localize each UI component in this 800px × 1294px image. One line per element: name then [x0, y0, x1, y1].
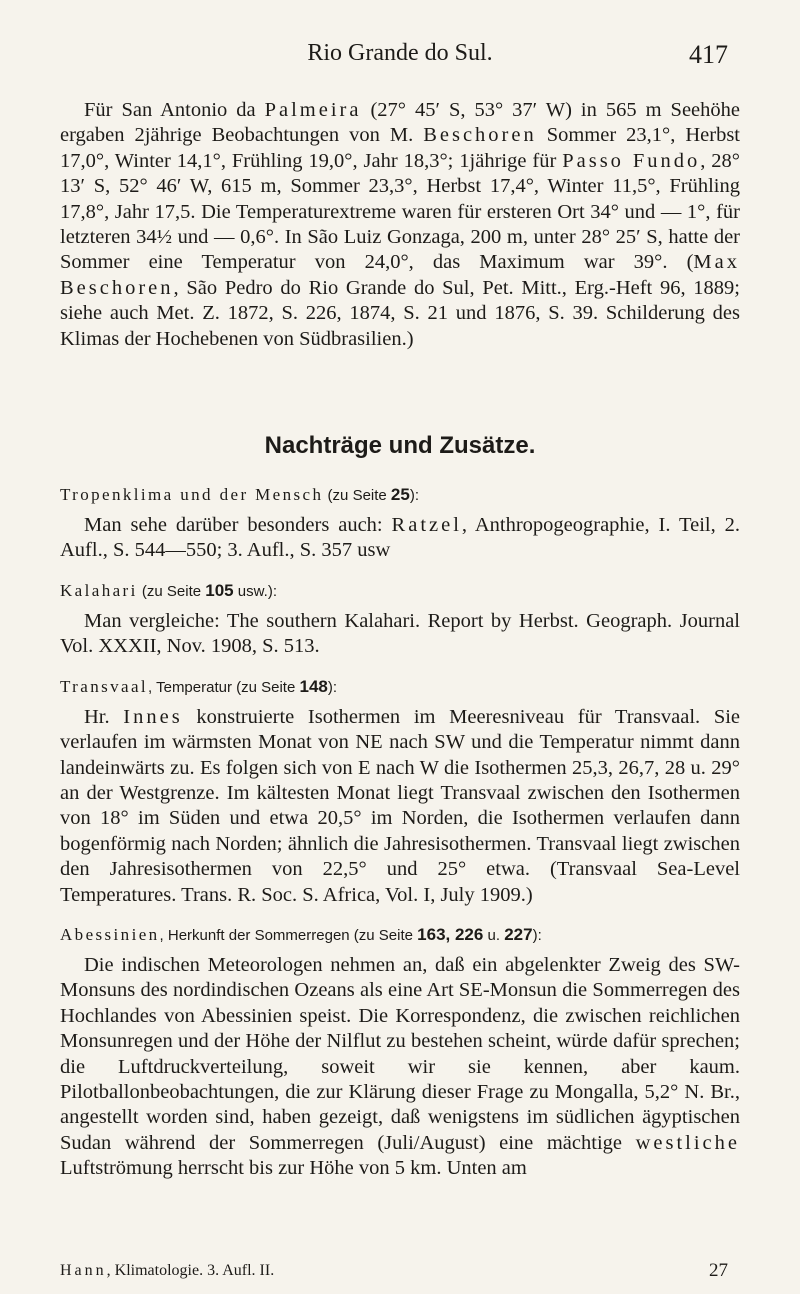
entry-heading-abessinien: [60, 924, 740, 947]
intro-text: Für San Antonio da: [84, 99, 265, 121]
entry-ref: , Temperatur (zu Seite: [148, 678, 300, 696]
entry-text: , Anthropogeographie, I. Teil, 2. Aufl., S. 544—550; 3. Aufl., S. 357 usw: [60, 514, 740, 562]
entry-text: Die indischen Meteorologen nehmen an, daß ein abgelenkter Zweig des SW-Monsuns des nordindischen Ozeans als eine Art SE-Monsun die Sommerregen des Hochlandes von Abessinien speist. Die Korrespondenz, die zwischen reichlichen Monsunregen und der Höhe der Nilflut zu bestehen scheint, würde dafür sprechen; die Luftdruckverteilung, soweit wir sie kennen, aber kaum. Pilotballonbeobachtungen, die zur Klärung dieser Frage zu Mongalla, 5,2° N. Br., angestellt worden sind, haben gezeigt, daß wenigstens im südlichen ägyptischen Sudan während der Sommerregen (Juli/August) eine mächtige: [60, 953, 740, 1154]
intro-paragraph: [60, 98, 740, 352]
intro-text: , 28° 13′ S, 52° 46′ W, 615 m, Sommer 23,3°, Herbst 17,4°, Winter 11,5°, Frühling 17,8°, Jahr 17,5. Die Temperaturextreme waren für ersteren Ort 34° und — 1°, für letzteren 34½ und — 0,6°. In São Luiz Gonzaga, 200 m, unter 28° 25′ S, hatte der Sommer eine Temperatur von 24,0°, das Maximum war 39°. (: [60, 149, 740, 274]
entry-text-kalahari: Man vergleiche: The southern Kalahari. Report by Herbst. Geograph. Journal Vol. XXXII, Nov. 1908, S. 513.: [60, 609, 740, 658]
entry-ref: usw.):: [233, 582, 277, 600]
entry-keyword: Transvaal: [60, 676, 149, 696]
section-heading: Nachträge und Zusätze.: [264, 432, 536, 460]
intro-text: (27° 45′ S, 53° 37′ W) in 565 m Seehöhe ergaben 2jährige Beobachtungen von M.: [60, 99, 740, 147]
entry-ref-pages: 148: [299, 676, 328, 696]
author-name: Ratzel: [391, 514, 462, 537]
entry-text: konstruierte Isothermen im Meeresniveau für Transvaal. Sie verlaufen im wärmsten Monat von NE nach SW und die Temperatur nimmt dann landeinwärts zu. Es folgen sich von E nach W die Isothermen 25,3, 26,7, 28 u. 29° an der Westgrenze. Im kältesten Monat liegt Transvaal zwischen den Isothermen von 18° im Süden und etwa 20,5° im Norden, die Isothermen verlaufen dann bogenförmig nach Norden; ähnlich die Jahresisothermen. Transvaal liegt zwischen den Jahresisothermen von 22,5° und 25° etwa. (Transvaal Sea-Level Temperatures. Trans. R. Soc. S. Africa, Vol. I, July 1909.): [60, 705, 741, 906]
author-name: Max Beschoren: [60, 251, 740, 299]
footer-book: , Klimatologie. 3. Aufl. II.: [106, 1262, 275, 1279]
intro-text: Sommer 23,1°, Herbst 17,0°, Winter 14,1°, Frühling 19,0°, Jahr 18,3°; 1jährige für: [60, 124, 740, 172]
page-header: [0, 40, 800, 80]
entry-ref-pages: 105: [205, 580, 234, 600]
place-name: Passo Fundo: [562, 149, 701, 172]
entry-text-tropenklima: [60, 513, 740, 564]
author-name: Beschoren: [423, 124, 537, 147]
running-title: Rio Grande do Sul.: [307, 40, 493, 66]
entry-ref: ):: [409, 487, 420, 505]
footer-source: [60, 1262, 274, 1280]
entry-ref: (zu Seite: [323, 487, 391, 505]
entry-keyword: Tropenklima und der Mensch: [60, 485, 324, 505]
entry-ref: ):: [327, 678, 338, 696]
entry-text-transvaal: [60, 705, 740, 908]
signature-mark: 27: [709, 1260, 728, 1281]
page-number: 417: [689, 40, 728, 69]
entry-keyword: Abessinien: [60, 924, 160, 944]
entry-heading-tropenklima: [60, 484, 740, 507]
entry-ref-pages: 227: [504, 924, 533, 944]
entry-text: Luftströmung herrscht bis zur Höhe von 5 km. Unten am: [60, 1157, 527, 1180]
entry-heading-kalahari: [60, 580, 740, 603]
footer-author: Hann: [60, 1262, 107, 1279]
entry-text-abessinien: [60, 953, 740, 1182]
page-footer: [60, 1262, 740, 1284]
page-body: [60, 98, 740, 1182]
emphasis-word: westliche: [635, 1131, 740, 1154]
place-name: Palmeira: [264, 99, 362, 121]
entry-ref: , Herkunft der Sommerregen (zu Seite: [159, 926, 418, 944]
entry-ref-pages: 163, 226: [417, 924, 484, 944]
entry-heading-transvaal: [60, 676, 740, 699]
entry-keyword: Kalahari: [60, 580, 138, 600]
entry-ref: u.: [483, 926, 505, 944]
entry-ref: (zu Seite: [137, 582, 206, 600]
entry-text: Hr.: [84, 705, 124, 728]
author-name: Innes: [123, 705, 183, 728]
entry-ref-pages: 25: [390, 485, 410, 505]
intro-text: , São Pedro do Rio Grande do Sul, Pet. Mitt., Erg.-Heft 96, 1889; siehe auch Met. Z. 1872, S. 226, 1874, S. 21 und 1876, S. 39. Schilderung des Klimas der Hochebenen von Südbrasilien.): [60, 276, 740, 350]
entry-text: Man sehe darüber besonders auch:: [84, 514, 392, 537]
entry-ref: ):: [532, 926, 542, 944]
